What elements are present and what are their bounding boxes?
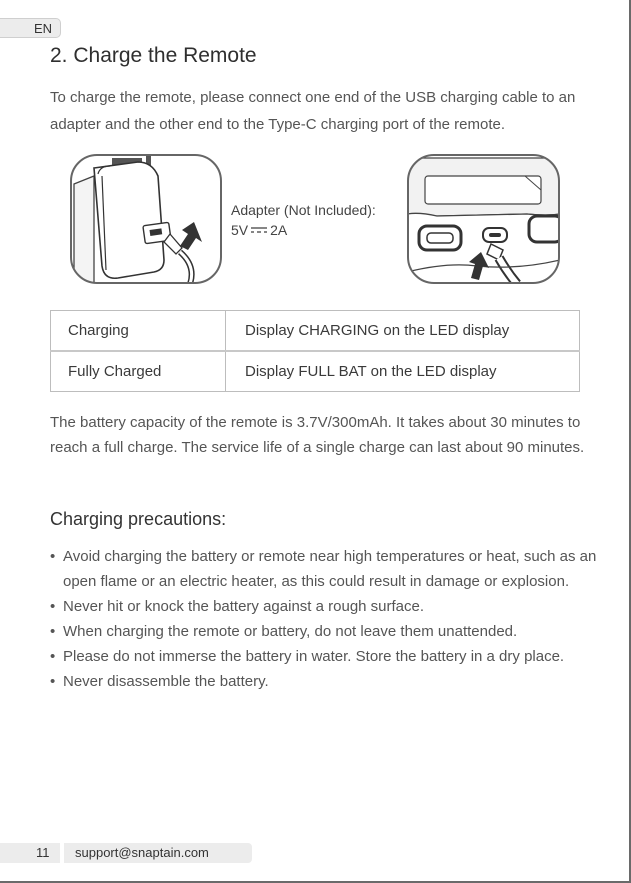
- adapter-label: Adapter (Not Included):: [231, 202, 376, 218]
- adapter-illustration: [70, 154, 222, 284]
- list-item: • When charging the remote or battery, do not leave them unattended.: [50, 619, 610, 644]
- page-number: 11: [36, 845, 50, 860]
- support-email: support@snaptain.com: [75, 845, 209, 860]
- language-tab: [0, 18, 61, 38]
- precautions-heading: Charging precautions:: [50, 509, 227, 529]
- status-cell: Fully Charged: [51, 351, 226, 392]
- list-item: • Avoid charging the battery or remote near high temperatures or heat, such as an open flame or an electric heater, as this could result in damage or explosion.: [50, 544, 610, 594]
- language-label: EN: [34, 21, 53, 36]
- precautions-list: [50, 544, 610, 694]
- table-row: [51, 311, 580, 352]
- charging-status-table: [50, 310, 580, 392]
- battery-info-paragraph: The battery capacity of the remote is 3.7V/300mAh. It takes about 30 minutes to reach a full charge. The service life of a single charge can last about 90 minutes.: [50, 414, 585, 456]
- list-item: • Never hit or knock the battery against a rough surface.: [50, 594, 610, 619]
- adapter-voltage: 5V: [231, 222, 249, 238]
- intro-paragraph: To charge the remote, please connect one end of the USB charging cable to an adapter and the other end to the Type-C charging port of the remote.: [50, 89, 576, 133]
- adapter-spec: [231, 220, 287, 240]
- section-title: 2. Charge the Remote: [50, 44, 257, 67]
- page-footer: [0, 843, 252, 863]
- table-row: [51, 351, 580, 392]
- display-cell: Display FULL BAT on the LED display: [226, 351, 580, 392]
- adapter-current: 2A: [270, 222, 288, 238]
- status-cell: Charging: [51, 311, 226, 352]
- footer-divider: [60, 843, 64, 863]
- list-item: • Please do not immerse the battery in water. Store the battery in a dry place.: [50, 644, 610, 669]
- remote-port-illustration: [407, 154, 560, 284]
- list-item: • Never disassemble the battery.: [50, 669, 610, 694]
- dc-symbol-icon: [251, 226, 267, 234]
- display-cell: Display CHARGING on the LED display: [226, 311, 580, 352]
